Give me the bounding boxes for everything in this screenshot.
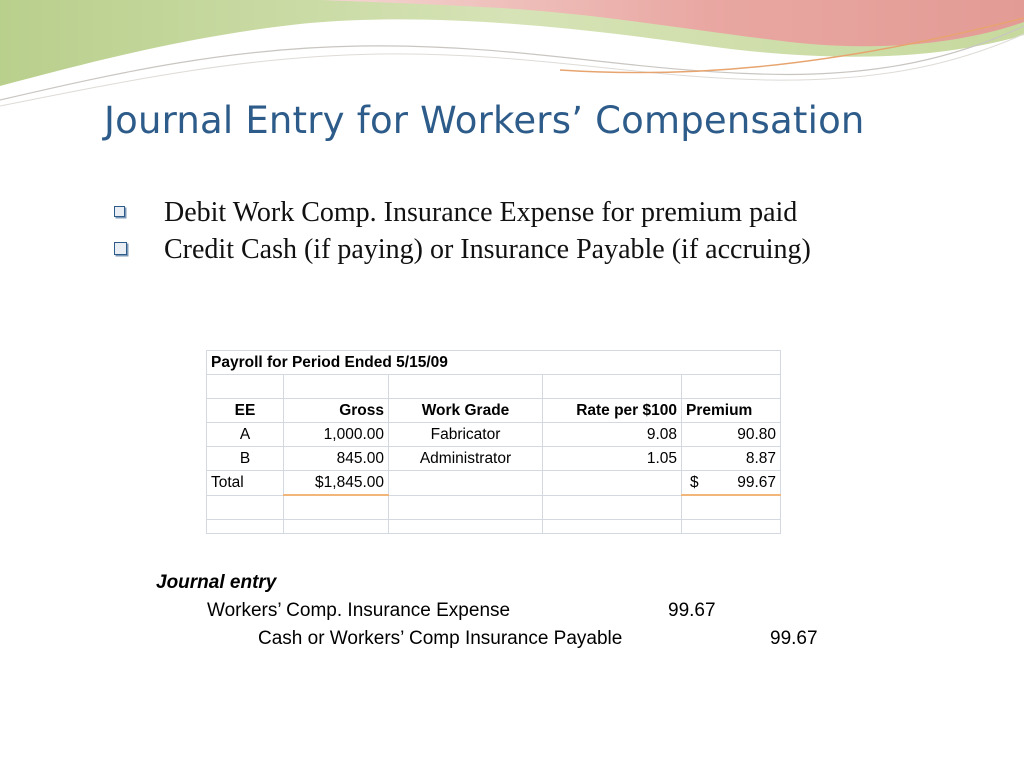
cell-total-premium — [682, 471, 781, 496]
cell-ee: A — [207, 423, 284, 447]
bullet-list — [112, 194, 811, 268]
column-header-premium: Premium — [682, 399, 781, 423]
cell-work-grade: Fabricator — [389, 423, 543, 447]
table-row — [207, 423, 781, 447]
cell-work-grade: Administrator — [389, 447, 543, 471]
table-row — [207, 375, 781, 399]
cell-gross: 845.00 — [284, 447, 389, 471]
credit-amount: 99.67 — [770, 628, 818, 649]
journal-title: Journal entry — [156, 572, 277, 593]
cell-total-label: Total — [207, 471, 284, 496]
cell-premium: 90.80 — [682, 423, 781, 447]
cell-rate: 9.08 — [543, 423, 682, 447]
debit-account: Workers’ Comp. Insurance Expense — [207, 600, 511, 621]
column-header-work-grade: Work Grade — [389, 399, 543, 423]
column-header-ee: EE — [207, 399, 284, 423]
cell-gross: 1,000.00 — [284, 423, 389, 447]
cell-ee: B — [207, 447, 284, 471]
slide-title: Journal Entry for Workers’ Compensation — [104, 99, 865, 142]
cell-total-gross: $1,845.00 — [284, 471, 389, 496]
payroll-table — [206, 350, 781, 534]
column-header-gross: Gross — [284, 399, 389, 423]
debit-amount: 99.67 — [668, 600, 716, 621]
cell-premium: 8.87 — [682, 447, 781, 471]
table-header-row — [207, 399, 781, 423]
square-bullet-icon — [114, 206, 125, 217]
bullet-item — [112, 194, 811, 231]
column-header-rate: Rate per $100 — [543, 399, 682, 423]
bullet-item — [112, 231, 811, 268]
square-bullet-icon — [114, 242, 127, 255]
bullet-text: Credit Cash (if paying) or Insurance Payable (if accruing) — [164, 234, 811, 265]
table-caption: Payroll for Period Ended 5/15/09 — [207, 351, 781, 375]
credit-account: Cash or Workers’ Comp Insurance Payable — [258, 628, 623, 649]
cell-rate: 1.05 — [543, 447, 682, 471]
bullet-text: Debit Work Comp. Insurance Expense for premium paid — [164, 197, 798, 228]
currency-symbol: $ — [690, 473, 699, 491]
table-total-row — [207, 471, 781, 496]
total-premium-value: 99.67 — [737, 473, 776, 491]
table-row — [207, 520, 781, 534]
table-row — [207, 447, 781, 471]
table-row — [207, 495, 781, 520]
